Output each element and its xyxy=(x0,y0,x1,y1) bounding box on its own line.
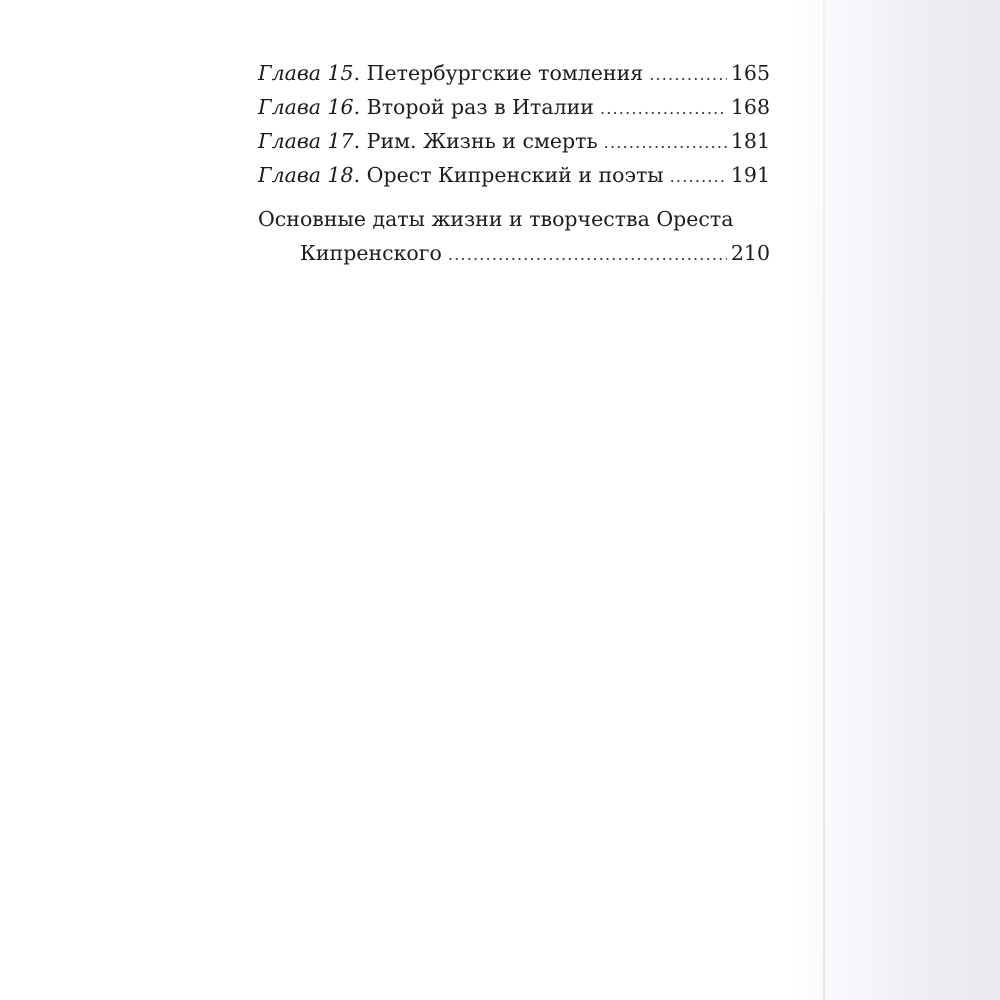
chapter-title: Рим. Жизнь и смерть xyxy=(366,129,598,153)
toc-entry-chapter-18 xyxy=(258,158,770,192)
prefix-separator: . xyxy=(353,163,367,187)
chapter-prefix: Глава 17 xyxy=(258,129,354,153)
prefix-separator: . xyxy=(353,61,367,85)
table-of-contents xyxy=(258,56,770,270)
appendix-title-line1: Основные даты жизни и творчества Ореста xyxy=(258,207,734,231)
toc-entry-appendix xyxy=(258,202,770,270)
chapter-prefix: Глава 16 xyxy=(258,95,354,119)
appendix-title-line2: Кипренского xyxy=(300,241,442,265)
dot-leader xyxy=(600,92,727,126)
page-number: 191 xyxy=(730,163,770,187)
chapter-title: Второй раз в Италии xyxy=(366,95,594,119)
toc-entry-chapter-16 xyxy=(258,90,770,124)
chapter-prefix: Глава 15 xyxy=(258,61,354,85)
prefix-separator: . xyxy=(353,129,367,153)
prefix-separator: . xyxy=(353,95,367,119)
toc-entry-chapter-17 xyxy=(258,124,770,158)
page-number: 168 xyxy=(730,95,770,119)
page-edge-line xyxy=(823,0,825,1000)
dot-leader xyxy=(670,160,727,194)
page-number: 210 xyxy=(730,241,770,265)
chapter-title: Петербургские томления xyxy=(366,61,644,85)
dot-leader xyxy=(448,238,727,272)
dot-leader xyxy=(604,126,727,160)
appendix-second-line xyxy=(258,236,770,270)
chapter-title: Орест Кипренский и поэты xyxy=(366,163,664,187)
toc-entry-chapter-15 xyxy=(258,56,770,90)
page-edge-shadow xyxy=(790,0,1000,1000)
page-number: 181 xyxy=(730,129,770,153)
dot-leader xyxy=(649,58,727,92)
chapter-prefix: Глава 18 xyxy=(258,163,354,187)
page-number: 165 xyxy=(730,61,770,85)
